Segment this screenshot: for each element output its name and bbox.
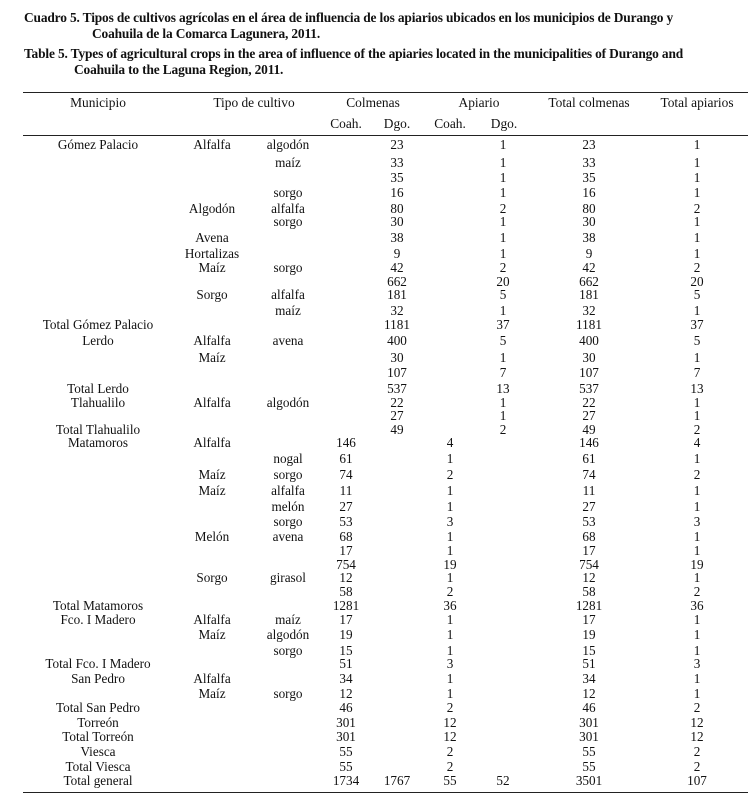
header-municipio: Municipio xyxy=(70,95,126,110)
cell-apiario-coah: 1 xyxy=(446,627,454,642)
cell-total-apiarios: 3 xyxy=(693,514,701,529)
cell-total-apiarios: 2 xyxy=(693,759,701,774)
cell-colmenas-dgo: 33 xyxy=(390,155,404,170)
cell-total-apiarios: 12 xyxy=(690,715,704,730)
cell-crop-secondary: maíz xyxy=(275,155,301,170)
cell-total-colmenas: 754 xyxy=(579,557,599,572)
cell-crop-primary: Maíz xyxy=(198,350,226,365)
cell-apiario-dgo: 2 xyxy=(499,422,507,437)
cell-crop-primary: Hortalizas xyxy=(184,246,240,261)
cell-total-apiarios: 1 xyxy=(693,643,701,658)
cell-total-colmenas: 537 xyxy=(579,381,599,396)
cell-municipio: Gómez Palacio xyxy=(57,137,139,152)
cell-crop-secondary: melón xyxy=(271,499,305,514)
cell-colmenas-dgo: 1767 xyxy=(383,773,411,788)
header-total-apiarios: Total apiarios xyxy=(660,95,734,110)
cell-apiario-coah: 1 xyxy=(446,570,454,585)
cell-total-apiarios: 3 xyxy=(693,656,701,671)
cell-crop-secondary: sorgo xyxy=(273,643,303,658)
cell-total-apiarios: 1 xyxy=(693,303,701,318)
cell-colmenas-dgo: 32 xyxy=(390,303,404,318)
cell-total-colmenas: 32 xyxy=(582,303,596,318)
cell-colmenas-dgo: 35 xyxy=(390,170,404,185)
header-apiario-dgo: Dgo. xyxy=(490,116,518,131)
cell-colmenas-coah: 15 xyxy=(339,643,353,658)
cell-total-colmenas: 17 xyxy=(582,543,596,558)
cell-total-apiarios: 12 xyxy=(690,729,704,744)
cell-total-colmenas: 53 xyxy=(582,514,596,529)
cell-crop-secondary: algodón xyxy=(266,137,310,152)
cell-total-colmenas: 146 xyxy=(579,435,599,450)
cell-total-apiarios: 37 xyxy=(690,317,704,332)
cell-municipio: Total Torreón xyxy=(62,729,134,744)
cell-total-colmenas: 181 xyxy=(579,287,599,302)
cell-apiario-dgo: 1 xyxy=(499,303,507,318)
cell-apiario-coah: 1 xyxy=(446,543,454,558)
cell-apiario-coah: 2 xyxy=(446,584,454,599)
cell-total-colmenas: 68 xyxy=(582,529,596,544)
cell-municipio: Total general xyxy=(63,773,133,788)
cell-colmenas-coah: 53 xyxy=(339,514,353,529)
cell-total-colmenas: 11 xyxy=(582,483,596,498)
cell-total-apiarios: 1 xyxy=(693,570,701,585)
cell-colmenas-coah: 12 xyxy=(339,686,353,701)
cell-crop-secondary: nogal xyxy=(273,451,303,466)
cell-municipio: Total Tlahualilo xyxy=(55,422,141,437)
cell-colmenas-dgo: 30 xyxy=(390,350,404,365)
cell-colmenas-dgo: 181 xyxy=(387,287,407,302)
cell-crop-primary: Maíz xyxy=(198,686,226,701)
cell-colmenas-dgo: 400 xyxy=(387,333,407,348)
cell-total-colmenas: 27 xyxy=(582,408,596,423)
cell-total-apiarios: 1 xyxy=(693,246,701,261)
cell-crop-primary: Alfalfa xyxy=(193,395,231,410)
cell-total-apiarios: 1 xyxy=(693,612,701,627)
cell-apiario-dgo: 2 xyxy=(499,201,507,216)
cell-colmenas-coah: 74 xyxy=(339,467,353,482)
cell-crop-secondary: maíz xyxy=(275,303,301,318)
cell-total-apiarios: 1 xyxy=(693,671,701,686)
cell-crop-secondary: girasol xyxy=(270,570,306,585)
cell-apiario-coah: 36 xyxy=(443,598,457,613)
cell-apiario-coah: 1 xyxy=(446,483,454,498)
cell-total-colmenas: 12 xyxy=(582,686,596,701)
cell-total-apiarios: 2 xyxy=(693,584,701,599)
cell-colmenas-dgo: 662 xyxy=(387,274,407,289)
cell-total-colmenas: 301 xyxy=(579,715,599,730)
header-colmenas-dgo: Dgo. xyxy=(383,116,411,131)
cell-crop-primary: Avena xyxy=(195,230,229,245)
cell-colmenas-dgo: 16 xyxy=(390,185,404,200)
cell-apiario-dgo: 1 xyxy=(499,185,507,200)
cell-colmenas-coah: 46 xyxy=(339,700,353,715)
cell-crop-primary: Sorgo xyxy=(196,287,228,302)
cell-total-apiarios: 1 xyxy=(693,627,701,642)
cell-colmenas-coah: 27 xyxy=(339,499,353,514)
cell-colmenas-coah: 51 xyxy=(339,656,353,671)
cell-apiario-dgo: 2 xyxy=(499,260,507,275)
cell-colmenas-coah: 146 xyxy=(336,435,356,450)
cell-colmenas-coah: 55 xyxy=(339,744,353,759)
cell-apiario-dgo: 1 xyxy=(499,350,507,365)
cell-total-colmenas: 22 xyxy=(582,395,596,410)
cell-crop-secondary: alfalfa xyxy=(271,483,305,498)
cell-total-colmenas: 74 xyxy=(582,467,596,482)
cell-apiario-dgo: 5 xyxy=(499,333,507,348)
cell-apiario-coah: 19 xyxy=(443,557,457,572)
cell-apiario-coah: 1 xyxy=(446,451,454,466)
cell-total-colmenas: 38 xyxy=(582,230,596,245)
cell-total-apiarios: 1 xyxy=(693,230,701,245)
cell-crop-primary: Alfalfa xyxy=(193,671,231,686)
cell-apiario-dgo: 1 xyxy=(499,395,507,410)
cell-total-colmenas: 1281 xyxy=(575,598,603,613)
cell-total-colmenas: 23 xyxy=(582,137,596,152)
cell-total-colmenas: 662 xyxy=(579,274,599,289)
cell-total-apiarios: 1 xyxy=(693,483,701,498)
cell-crop-secondary: sorgo xyxy=(273,185,303,200)
cell-municipio: Viesca xyxy=(80,744,116,759)
cell-crop-primary: Algodón xyxy=(188,201,236,216)
cell-crop-primary: Alfalfa xyxy=(193,612,231,627)
cell-total-apiarios: 2 xyxy=(693,744,701,759)
cell-crop-secondary: maíz xyxy=(275,612,301,627)
cell-colmenas-dgo: 27 xyxy=(390,408,404,423)
cell-total-colmenas: 400 xyxy=(579,333,599,348)
cell-colmenas-coah: 1281 xyxy=(332,598,360,613)
cell-total-colmenas: 35 xyxy=(582,170,596,185)
cell-apiario-dgo: 7 xyxy=(499,365,507,380)
cell-apiario-coah: 2 xyxy=(446,744,454,759)
cell-apiario-dgo: 1 xyxy=(499,214,507,229)
header-apiario: Apiario xyxy=(458,95,500,110)
cell-municipio: San Pedro xyxy=(71,671,125,686)
cell-municipio: Total San Pedro xyxy=(55,700,141,715)
cell-colmenas-dgo: 22 xyxy=(390,395,404,410)
cell-crop-secondary: alfalfa xyxy=(271,287,305,302)
cell-total-colmenas: 1181 xyxy=(576,317,602,332)
cell-apiario-dgo: 20 xyxy=(496,274,510,289)
cell-total-apiarios: 1 xyxy=(693,529,701,544)
cell-crop-secondary: algodón xyxy=(266,627,310,642)
cell-total-apiarios: 2 xyxy=(693,467,701,482)
cell-crop-secondary: avena xyxy=(272,529,304,544)
caption-spanish-line1: Cuadro 5. Tipos de cultivos agrícolas en el área de influencia de los apiarios ubicados en los municipios de Durango y xyxy=(24,10,674,25)
cell-colmenas-dgo: 49 xyxy=(390,422,404,437)
cell-apiario-coah: 4 xyxy=(446,435,454,450)
cell-colmenas-coah: 58 xyxy=(339,584,353,599)
cell-municipio: Tlahualilo xyxy=(70,395,126,410)
cell-total-apiarios: 19 xyxy=(690,557,704,572)
cell-total-apiarios: 2 xyxy=(693,700,701,715)
cell-municipio: Total Viesca xyxy=(65,759,131,774)
cell-total-apiarios: 36 xyxy=(690,598,704,613)
cell-total-colmenas: 9 xyxy=(585,246,593,261)
cell-crop-secondary: alfalfa xyxy=(271,201,305,216)
cell-municipio: Matamoros xyxy=(67,435,129,450)
cell-colmenas-coah: 301 xyxy=(336,729,356,744)
cell-total-apiarios: 1 xyxy=(693,214,701,229)
cell-total-colmenas: 12 xyxy=(582,570,596,585)
cell-crop-primary: Alfalfa xyxy=(193,435,231,450)
cell-total-apiarios: 1 xyxy=(693,137,701,152)
cell-apiario-dgo: 1 xyxy=(499,246,507,261)
cell-colmenas-coah: 68 xyxy=(339,529,353,544)
cell-apiario-dgo: 37 xyxy=(496,317,510,332)
cell-apiario-coah: 55 xyxy=(443,773,457,788)
cell-crop-secondary: sorgo xyxy=(273,467,303,482)
cell-colmenas-coah: 1734 xyxy=(332,773,360,788)
cell-colmenas-coah: 11 xyxy=(339,483,353,498)
cell-total-apiarios: 1 xyxy=(693,170,701,185)
cell-total-colmenas: 49 xyxy=(582,422,596,437)
cell-crop-primary: Melón xyxy=(194,529,230,544)
cell-crop-primary: Maíz xyxy=(198,627,226,642)
cell-apiario-coah: 2 xyxy=(446,759,454,774)
cell-total-apiarios: 1 xyxy=(693,408,701,423)
header-apiario-coah: Coah. xyxy=(434,116,466,131)
cell-municipio: Fco. I Madero xyxy=(60,612,136,627)
cell-total-colmenas: 301 xyxy=(579,729,599,744)
cell-crop-secondary: sorgo xyxy=(273,686,303,701)
cell-total-apiarios: 2 xyxy=(693,422,701,437)
cell-colmenas-dgo: 80 xyxy=(390,201,404,216)
cell-total-apiarios: 5 xyxy=(693,333,701,348)
cell-municipio: Total Fco. I Madero xyxy=(45,656,151,671)
cell-total-colmenas: 34 xyxy=(582,671,596,686)
caption-english xyxy=(24,46,683,78)
cell-apiario-dgo: 13 xyxy=(496,381,510,396)
cell-colmenas-dgo: 537 xyxy=(387,381,407,396)
cell-apiario-coah: 2 xyxy=(446,467,454,482)
cell-total-apiarios: 1 xyxy=(693,395,701,410)
cell-apiario-dgo: 1 xyxy=(499,137,507,152)
cell-apiario-coah: 2 xyxy=(446,700,454,715)
cell-total-colmenas: 15 xyxy=(582,643,596,658)
cell-total-colmenas: 19 xyxy=(582,627,596,642)
cell-apiario-coah: 3 xyxy=(446,656,454,671)
cell-crop-secondary: algodón xyxy=(266,395,310,410)
cell-total-colmenas: 58 xyxy=(582,584,596,599)
cell-total-colmenas: 30 xyxy=(582,350,596,365)
cell-total-apiarios: 1 xyxy=(693,451,701,466)
cell-total-apiarios: 2 xyxy=(693,201,701,216)
cell-apiario-dgo: 1 xyxy=(499,408,507,423)
header-total-colmenas: Total colmenas xyxy=(548,95,630,110)
header-colmenas: Colmenas xyxy=(346,95,400,110)
cell-colmenas-coah: 61 xyxy=(339,451,353,466)
cell-total-colmenas: 16 xyxy=(582,185,596,200)
caption-spanish-line2: Coahuila de la Comarca Lagunera, 2011. xyxy=(92,26,321,41)
cell-colmenas-coah: 55 xyxy=(339,759,353,774)
cell-crop-primary: Alfalfa xyxy=(193,137,231,152)
cell-total-colmenas: 107 xyxy=(579,365,599,380)
cell-apiario-coah: 1 xyxy=(446,612,454,627)
cell-crop-primary: Maíz xyxy=(198,483,226,498)
cell-total-colmenas: 30 xyxy=(582,214,596,229)
cell-total-apiarios: 1 xyxy=(693,686,701,701)
cell-total-colmenas: 3501 xyxy=(575,773,603,788)
caption-english-line1: Table 5. Types of agricultural crops in the area of influence of the apiaries located in the municipalities of Durango and xyxy=(24,46,684,61)
cell-total-colmenas: 51 xyxy=(582,656,596,671)
header-colmenas-coah: Coah. xyxy=(330,116,362,131)
cell-total-apiarios: 4 xyxy=(693,435,701,450)
cell-total-colmenas: 61 xyxy=(582,451,596,466)
table-header-rule xyxy=(23,135,748,136)
cell-apiario-coah: 1 xyxy=(446,529,454,544)
table-top-rule xyxy=(23,92,748,93)
cell-crop-primary: Maíz xyxy=(198,467,226,482)
cell-municipio: Lerdo xyxy=(82,333,114,348)
header-tipo-cultivo: Tipo de cultivo xyxy=(213,95,295,110)
cell-colmenas-dgo: 1181 xyxy=(384,317,410,332)
cell-total-colmenas: 27 xyxy=(582,499,596,514)
cell-total-apiarios: 20 xyxy=(690,274,704,289)
cell-total-apiarios: 2 xyxy=(693,260,701,275)
cell-total-apiarios: 7 xyxy=(693,365,701,380)
cell-apiario-coah: 12 xyxy=(443,729,457,744)
cell-total-colmenas: 46 xyxy=(582,700,596,715)
cell-total-apiarios: 1 xyxy=(693,155,701,170)
cell-municipio: Total Lerdo xyxy=(67,381,129,396)
cell-apiario-coah: 1 xyxy=(446,671,454,686)
cell-crop-secondary: sorgo xyxy=(273,260,303,275)
cell-municipio: Total Gómez Palacio xyxy=(42,317,154,332)
cell-apiario-coah: 1 xyxy=(446,643,454,658)
cell-total-colmenas: 42 xyxy=(582,260,596,275)
cell-crop-primary: Alfalfa xyxy=(193,333,231,348)
cell-municipio: Torreón xyxy=(77,715,119,730)
cell-colmenas-dgo: 42 xyxy=(390,260,404,275)
cell-total-apiarios: 1 xyxy=(693,350,701,365)
cell-colmenas-dgo: 38 xyxy=(390,230,404,245)
cell-crop-secondary: avena xyxy=(272,333,304,348)
cell-crop-primary: Sorgo xyxy=(196,570,228,585)
cell-colmenas-coah: 17 xyxy=(339,543,353,558)
cell-apiario-dgo: 1 xyxy=(499,155,507,170)
cell-apiario-dgo: 5 xyxy=(499,287,507,302)
cell-total-apiarios: 13 xyxy=(690,381,704,396)
caption-english-line2: Coahuila to the Laguna Region, 2011. xyxy=(74,62,284,77)
caption-spanish xyxy=(24,10,673,42)
cell-colmenas-dgo: 107 xyxy=(387,365,407,380)
cell-colmenas-coah: 301 xyxy=(336,715,356,730)
cell-apiario-coah: 3 xyxy=(446,514,454,529)
cell-apiario-dgo: 1 xyxy=(499,170,507,185)
cell-total-apiarios: 1 xyxy=(693,499,701,514)
cell-total-colmenas: 55 xyxy=(582,744,596,759)
cell-colmenas-coah: 34 xyxy=(339,671,353,686)
cell-apiario-coah: 1 xyxy=(446,686,454,701)
cell-colmenas-coah: 19 xyxy=(339,627,353,642)
cell-apiario-coah: 1 xyxy=(446,499,454,514)
cell-crop-secondary: sorgo xyxy=(273,514,303,529)
cell-total-colmenas: 80 xyxy=(582,201,596,216)
cell-total-apiarios: 1 xyxy=(693,185,701,200)
cell-apiario-coah: 12 xyxy=(443,715,457,730)
cell-colmenas-dgo: 9 xyxy=(393,246,401,261)
cell-total-apiarios: 1 xyxy=(693,543,701,558)
cell-total-colmenas: 33 xyxy=(582,155,596,170)
cell-colmenas-dgo: 23 xyxy=(390,137,404,152)
cell-colmenas-coah: 754 xyxy=(336,557,356,572)
cell-colmenas-coah: 17 xyxy=(339,612,353,627)
cell-colmenas-coah: 12 xyxy=(339,570,353,585)
cell-crop-primary: Maíz xyxy=(198,260,226,275)
cell-total-apiarios: 107 xyxy=(687,773,707,788)
cell-total-colmenas: 55 xyxy=(582,759,596,774)
table-bottom-rule xyxy=(23,792,748,793)
cell-crop-secondary: sorgo xyxy=(273,214,303,229)
cell-apiario-dgo: 1 xyxy=(499,230,507,245)
cell-total-apiarios: 5 xyxy=(693,287,701,302)
cell-apiario-dgo: 52 xyxy=(496,773,510,788)
cell-municipio: Total Matamoros xyxy=(52,598,144,613)
cell-colmenas-dgo: 30 xyxy=(390,214,404,229)
cell-total-colmenas: 17 xyxy=(582,612,596,627)
